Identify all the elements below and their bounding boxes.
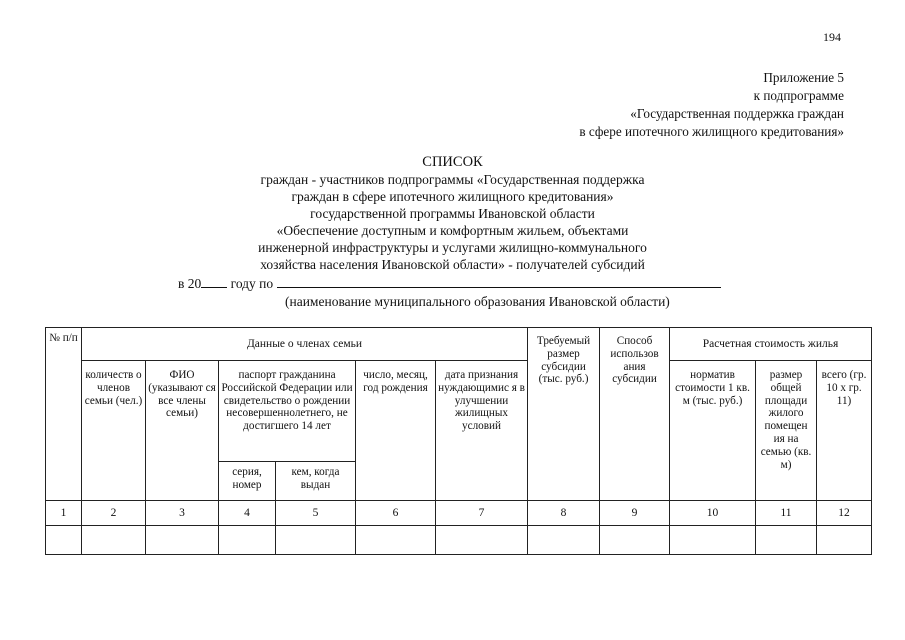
title-line: хозяйства населения Ивановской области» - получателей субсидий bbox=[260, 257, 645, 272]
year-middle-text: году по bbox=[230, 276, 274, 291]
empty-cell bbox=[528, 526, 600, 555]
document-title bbox=[150, 154, 755, 273]
title-line: государственной программы Ивановской области bbox=[310, 206, 595, 221]
empty-cell bbox=[436, 526, 528, 555]
header-recognition-date: дата признания нуждающимис я в улучшении жилищных условий bbox=[436, 361, 528, 501]
title-line: «Обеспечение доступным и комфортным жильем, объектами bbox=[276, 223, 629, 238]
column-number: 9 bbox=[600, 501, 670, 526]
appendix-line: «Государственная поддержка граждан bbox=[630, 106, 844, 121]
year-municipality-line bbox=[178, 276, 721, 292]
appendix-line: в сфере ипотечного жилищного кредитования» bbox=[579, 124, 844, 139]
empty-cell bbox=[817, 526, 872, 555]
appendix-line: Приложение 5 bbox=[763, 70, 844, 85]
appendix-line: к подпрограмме bbox=[753, 88, 844, 103]
empty-cell bbox=[46, 526, 82, 555]
header-series-number: серия, номер bbox=[219, 462, 276, 501]
column-number: 6 bbox=[356, 501, 436, 526]
title-line: граждан - участников подпрограммы «Государственная поддержка bbox=[260, 172, 645, 187]
page-number: 194 bbox=[823, 30, 841, 44]
header-subsidy-method: Способ использов ания субсидии bbox=[600, 328, 670, 501]
header-row bbox=[46, 361, 872, 462]
empty-cell bbox=[670, 526, 756, 555]
header-passport: паспорт гражданина Российской Федерации или свидетельство о рождении несовершеннолетнего, не достигшего 14 лет bbox=[219, 361, 356, 462]
empty-cell bbox=[146, 526, 219, 555]
column-number: 5 bbox=[276, 501, 356, 526]
column-number: 11 bbox=[756, 501, 817, 526]
header-total: всего (гр. 10 х гр. 11) bbox=[817, 361, 872, 501]
title-line: инженерной инфраструктуры и услугами жилищно-коммунального bbox=[258, 240, 647, 255]
header-birth-date: число, месяц, год рождения bbox=[356, 361, 436, 501]
header-row bbox=[46, 328, 872, 361]
empty-cell bbox=[756, 526, 817, 555]
header-area: размер общей площади жилого помещен ия на семью (кв. м) bbox=[756, 361, 817, 501]
appendix-reference bbox=[579, 69, 844, 141]
empty-cell bbox=[219, 526, 276, 555]
list-heading: СПИСОК bbox=[422, 154, 483, 170]
column-number: 10 bbox=[670, 501, 756, 526]
year-blank bbox=[201, 276, 227, 288]
recipients-table bbox=[45, 327, 872, 555]
header-norm-cost: норматив стоимости 1 кв. м (тыс. руб.) bbox=[670, 361, 756, 501]
header-family-data: Данные о членах семьи bbox=[82, 328, 528, 361]
header-housing-cost: Расчетная стоимость жилья bbox=[670, 328, 872, 361]
column-number: 3 bbox=[146, 501, 219, 526]
empty-cell bbox=[356, 526, 436, 555]
header-full-name: ФИО (указывают ся все члены семьи) bbox=[146, 361, 219, 501]
title-line: граждан в сфере ипотечного жилищного кредитования» bbox=[291, 189, 614, 204]
column-number: 12 bbox=[817, 501, 872, 526]
municipality-blank bbox=[277, 276, 721, 288]
municipality-caption: (наименование муниципального образования Ивановской области) bbox=[285, 294, 670, 309]
table-row bbox=[46, 526, 872, 555]
empty-cell bbox=[600, 526, 670, 555]
header-family-size: количеств о членов семьи (чел.) bbox=[82, 361, 146, 501]
header-required-subsidy: Требуемый размер субсидии (тыс. руб.) bbox=[528, 328, 600, 501]
column-number: 7 bbox=[436, 501, 528, 526]
column-number: 8 bbox=[528, 501, 600, 526]
column-number-row bbox=[46, 501, 872, 526]
empty-cell bbox=[82, 526, 146, 555]
header-issued-by: кем, когда выдан bbox=[276, 462, 356, 501]
header-row-number: № п/п bbox=[46, 328, 82, 501]
column-number: 2 bbox=[82, 501, 146, 526]
empty-cell bbox=[276, 526, 356, 555]
column-number: 1 bbox=[46, 501, 82, 526]
year-prefix: в 20 bbox=[178, 276, 202, 291]
column-number: 4 bbox=[219, 501, 276, 526]
